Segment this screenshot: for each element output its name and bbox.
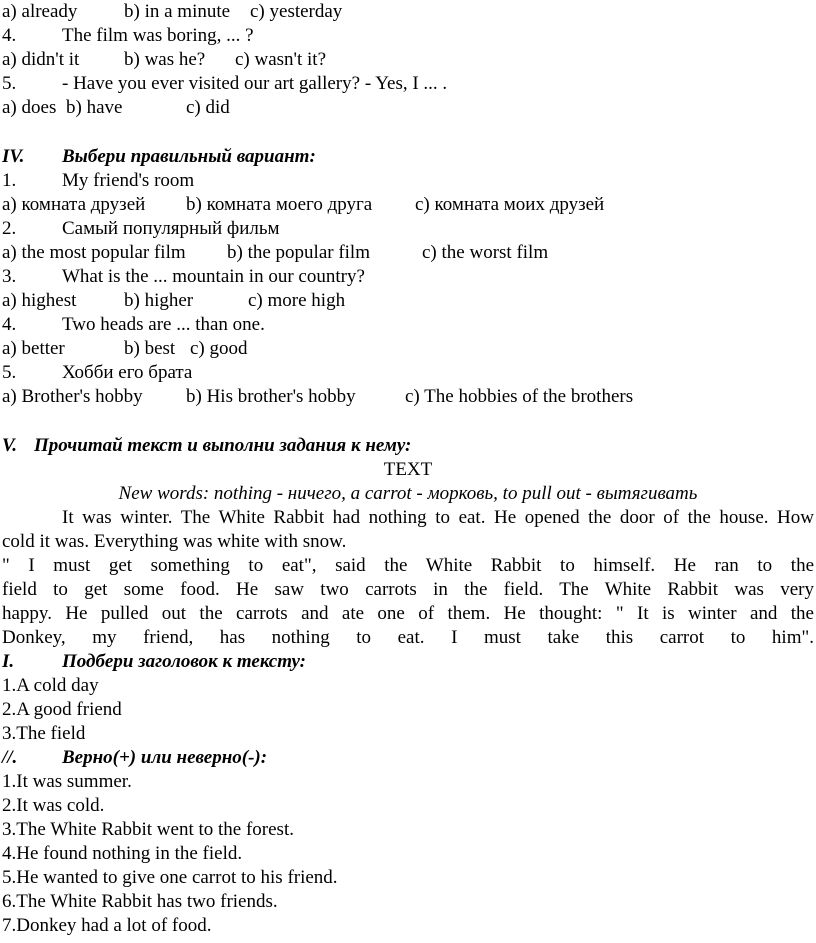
list-item: 7.Donkey had a lot of food. — [2, 915, 212, 936]
question-number: 5. — [2, 362, 17, 383]
option-c: с) комната моих друзей — [415, 194, 605, 215]
list-item: 3.The White Rabbit went to the forest. — [2, 819, 294, 840]
question-text: Two heads are ... than one. — [62, 314, 265, 335]
question-text: What is the ... mountain in our country? — [62, 266, 365, 287]
question-line — [2, 217, 816, 241]
section-heading — [2, 145, 816, 169]
paragraph-line: Donkey, my friend, has nothing to eat. I must take this carrot to him". — [2, 627, 814, 648]
question-number: 2. — [2, 218, 17, 239]
option-b: b) was he? — [124, 49, 206, 70]
options-line — [2, 48, 816, 72]
question-number: 4. — [2, 25, 17, 46]
option-c: c) the worst film — [422, 242, 549, 263]
option-b: b) His brother's hobby — [186, 386, 356, 407]
question-line — [2, 313, 816, 337]
option-a: a) highest — [2, 290, 77, 311]
option-c: c) good — [190, 338, 248, 359]
question-text: Хобби его брата — [62, 362, 193, 383]
list-item: 1.A cold day — [2, 675, 99, 696]
option-b: b) in a minute — [124, 1, 231, 22]
paragraph-line: field to get some food. He saw two carrots in the field. The White Rabbit was very — [2, 579, 814, 600]
options-line — [2, 0, 816, 24]
new-words: New words: nothing - ничего, a carrot - морковь, to pull out - вытягивать — [118, 483, 698, 504]
task-title: Подбери заголовок к тексту: — [62, 651, 307, 672]
option-c: c) did — [186, 97, 230, 118]
options-line — [2, 337, 816, 361]
task-heading — [2, 650, 816, 674]
option-a: a) didn't it — [2, 49, 80, 70]
section-heading — [2, 434, 816, 458]
question-text: Самый популярный фильм — [62, 218, 280, 239]
question-line — [2, 72, 816, 96]
option-b: b) have — [66, 97, 123, 118]
options-line — [2, 289, 816, 313]
option-b: b) комната моего друга — [186, 194, 373, 215]
paragraph-line: happy. He pulled out the carrots and ate one of them. He thought: " It is winter and the — [2, 603, 814, 624]
question-line — [2, 169, 816, 193]
question-line — [2, 24, 816, 48]
paragraph-line: It was winter. The White Rabbit had nothing to eat. He opened the door of the house. How — [62, 507, 814, 528]
question-line — [2, 361, 816, 385]
option-a: а) комната друзей — [2, 194, 146, 215]
question-text: - Have you ever visited our art gallery? - Yes, I ... . — [62, 73, 448, 94]
question-number: 1. — [2, 170, 17, 191]
list-item: 2.It was cold. — [2, 795, 105, 816]
task-title: Верно(+) или неверно(-): — [62, 747, 268, 768]
text-title: TEXT — [383, 459, 433, 480]
list-item: 3.The field — [2, 723, 86, 744]
question-text: My friend's room — [62, 170, 195, 191]
option-c: c) yesterday — [250, 1, 343, 22]
task-number: I. — [2, 651, 15, 672]
section-title: Прочитай текст и выполни задания к нему: — [34, 435, 412, 456]
option-a: a) better — [2, 338, 65, 359]
option-b: b) the popular film — [227, 242, 370, 263]
option-c: c) wasn't it? — [235, 49, 327, 70]
option-a: a) Brother's hobby — [2, 386, 143, 407]
option-b: b) best — [124, 338, 176, 359]
list-item: 6.The White Rabbit has two friends. — [2, 891, 278, 912]
task-number: //. — [2, 747, 18, 768]
option-c: c) The hobbies of the brothers — [405, 386, 634, 407]
question-text: The film was boring, ... ? — [62, 25, 254, 46]
options-line — [2, 241, 816, 265]
option-b: b) higher — [124, 290, 194, 311]
option-a: a) already — [2, 1, 78, 22]
option-a: a) the most popular film — [2, 242, 186, 263]
list-item: 2.A good friend — [2, 699, 122, 720]
options-line — [2, 96, 816, 120]
section-number: V. — [2, 435, 17, 456]
question-line — [2, 265, 816, 289]
task-heading — [2, 746, 816, 770]
paragraph-line: cold it was. Everything was white with snow. — [2, 531, 347, 552]
option-a: a) does — [2, 97, 57, 118]
paragraph-line: " I must get something to eat", said the White Rabbit to himself. He ran to the — [2, 555, 814, 576]
list-item: 1.It was summer. — [2, 771, 132, 792]
section-number: IV. — [2, 146, 25, 167]
option-c: c) more high — [248, 290, 346, 311]
section-title: Выбери правильный вариант: — [62, 146, 316, 167]
question-number: 4. — [2, 314, 17, 335]
list-item: 5.He wanted to give one carrot to his friend. — [2, 867, 338, 888]
question-number: 3. — [2, 266, 17, 287]
options-line — [2, 385, 816, 409]
options-line — [2, 193, 816, 217]
list-item: 4.He found nothing in the field. — [2, 843, 243, 864]
question-number: 5. — [2, 73, 17, 94]
